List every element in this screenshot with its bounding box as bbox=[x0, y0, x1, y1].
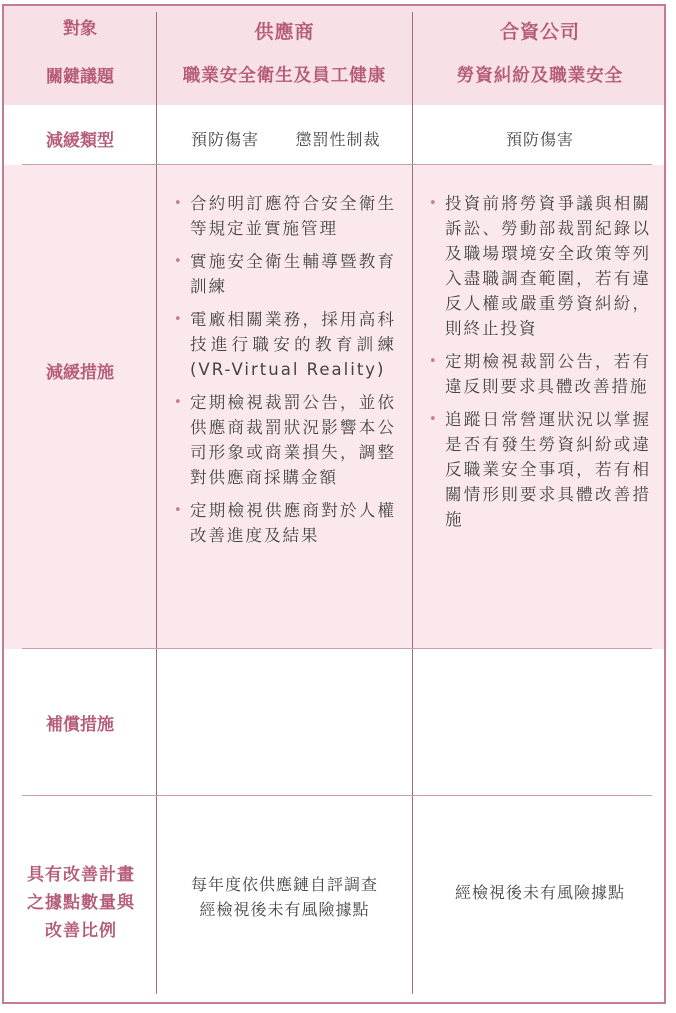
improvement-label-line2: 之據點數量與 bbox=[27, 893, 135, 913]
list-item: • 電廠相關業務，採用高科技進行職安的教育訓練(VR-Virtual Reality) bbox=[174, 307, 396, 382]
col1-title: 供應商 bbox=[254, 21, 315, 43]
col2-issue: 勞資糾紛及職業安全 bbox=[456, 66, 624, 86]
mitigation-type-label: 減緩類型 bbox=[46, 131, 114, 151]
list-item: • 定期檢視裁罰公告，並依供應商裁罰狀況影響本公司形象或商業損失，調整對供應商採購金額 bbox=[174, 390, 396, 490]
mitigation-measures-col2-list bbox=[429, 191, 651, 540]
list-item: • 實施安全衛生輔導暨教育訓練 bbox=[174, 249, 396, 299]
mitigation-measures-label: 減緩措施 bbox=[46, 363, 114, 383]
mitigation-type-col2: 預防傷害 bbox=[505, 130, 574, 149]
list-item: • 追蹤日常營運狀況以掌握是否有發生勞資糾紛或違反職業安全事項，若有相關情形則要求具體改善措施 bbox=[429, 407, 651, 532]
improvement-col1-line2: 經檢視後未有風險據點 bbox=[199, 900, 370, 919]
mitigation-type-col1-b: 懲罰性制裁 bbox=[295, 130, 381, 149]
improvement-col1-line1: 每年度依供應鏈自評調查 bbox=[190, 875, 378, 894]
list-item: • 定期檢視裁罰公告，若有違反則要求具體改善措施 bbox=[429, 349, 651, 399]
list-item: • 合約明訂應符合安全衛生等規定並實施管理 bbox=[174, 191, 396, 241]
mitigation-type-col1-a: 預防傷害 bbox=[190, 130, 259, 149]
list-item: • 定期檢視供應商對於人權改善進度及結果 bbox=[174, 498, 396, 548]
issue-label: 關鍵議題 bbox=[46, 67, 114, 87]
improvement-label-line1: 具有改善計畫 bbox=[27, 865, 135, 885]
col2-title: 合資公司 bbox=[499, 21, 580, 43]
mitigation-measures-col1-list bbox=[174, 191, 396, 556]
improvement-label-line3: 改善比例 bbox=[45, 921, 117, 941]
compensation-label: 補償措施 bbox=[46, 715, 114, 735]
list-item: • 投資前將勞資爭議與相關訴訟、勞動部裁罰紀錄以及職場環境安全政策等列入盡職調查範圍，若有違反人權或嚴重勞資糾紛，則終止投資 bbox=[429, 191, 651, 341]
col1-issue: 職業安全衛生及員工健康 bbox=[182, 66, 387, 86]
improvement-col2: 經檢視後未有風險據點 bbox=[454, 883, 625, 902]
target-label: 對象 bbox=[63, 19, 97, 39]
